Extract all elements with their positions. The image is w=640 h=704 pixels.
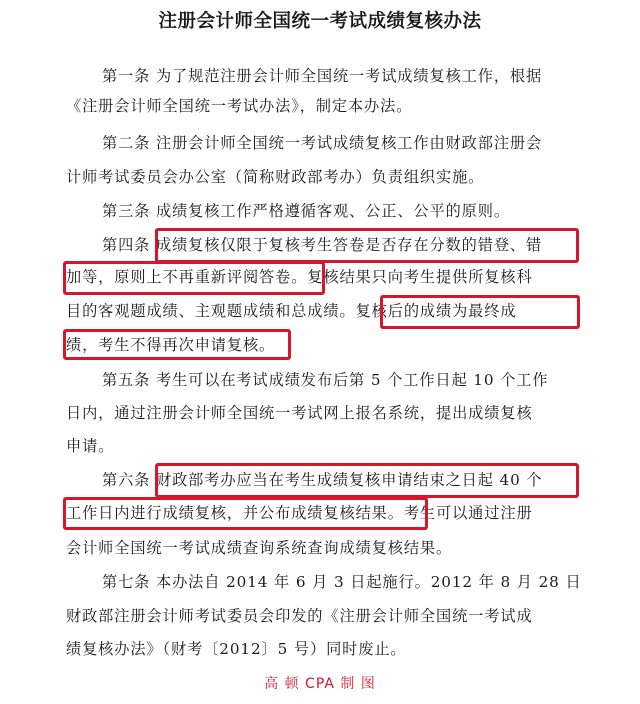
article-6-line-2: 工作日内进行成绩复核，并公布成绩复核结果。考生可以通过注册 — [66, 504, 533, 522]
article-7-line-1: 第七条 本办法自 2014 年 6 月 3 日起施行。2012 年 8 月 28 日 — [102, 573, 582, 591]
article-2-line-1: 第二条 注册会计师全国统一考试成绩复核工作由财政部注册会 — [102, 134, 543, 152]
article-5-line-1: 第五条 考生可以在考试成绩发布后第 5 个工作日起 10 个工作 — [102, 371, 549, 389]
article-4-line-2: 加等，原则上不再重新评阅答卷。复核结果只向考生提供所复核科 — [66, 268, 533, 286]
article-4-line-1: 第四条 成绩复核仅限于复核考生答卷是否存在分数的错登、错 — [102, 236, 543, 254]
article-5-line-3: 申请。 — [66, 437, 115, 455]
article-4-line-3: 目的客观题成绩、主观题成绩和总成绩。复核后的成绩为最终成 — [66, 302, 517, 320]
article-7-line-3: 绩复核办法》（财考〔2012〕5 号）同时废止。 — [66, 640, 407, 658]
article-1-line-1: 第一条 为了规范注册会计师全国统一考试成绩复核工作，根据 — [102, 67, 543, 85]
image-credit: 高 顿 CPA 制 图 — [264, 676, 376, 692]
article-5-line-2: 日内，通过注册会计师全国统一考试网上报名系统，提出成绩复核 — [66, 404, 533, 422]
article-2-line-2: 计师考试委员会办公室（简称财政部考办）负责组织实施。 — [66, 168, 485, 186]
article-6-line-1: 第六条 财政部考办应当在考生成绩复核申请结束之日起 40 个 — [102, 471, 543, 489]
article-7-line-2: 财政部注册会计师考试委员会印发的《注册会计师全国统一考试成 — [66, 607, 533, 625]
article-1-line-2: 《注册会计师全国统一考试办法》，制定本办法。 — [66, 97, 413, 115]
document-title: 注册会计师全国统一考试成绩复核办法 — [158, 11, 482, 32]
article-6-line-3: 会计师全国统一考试成绩查询系统查询成绩复核结果。 — [66, 539, 453, 557]
article-3-line-1: 第三条 成绩复核工作严格遵循客观、公正、公平的原则。 — [102, 202, 510, 220]
article-4-line-4: 绩，考生不得再次申请复核。 — [66, 336, 276, 354]
